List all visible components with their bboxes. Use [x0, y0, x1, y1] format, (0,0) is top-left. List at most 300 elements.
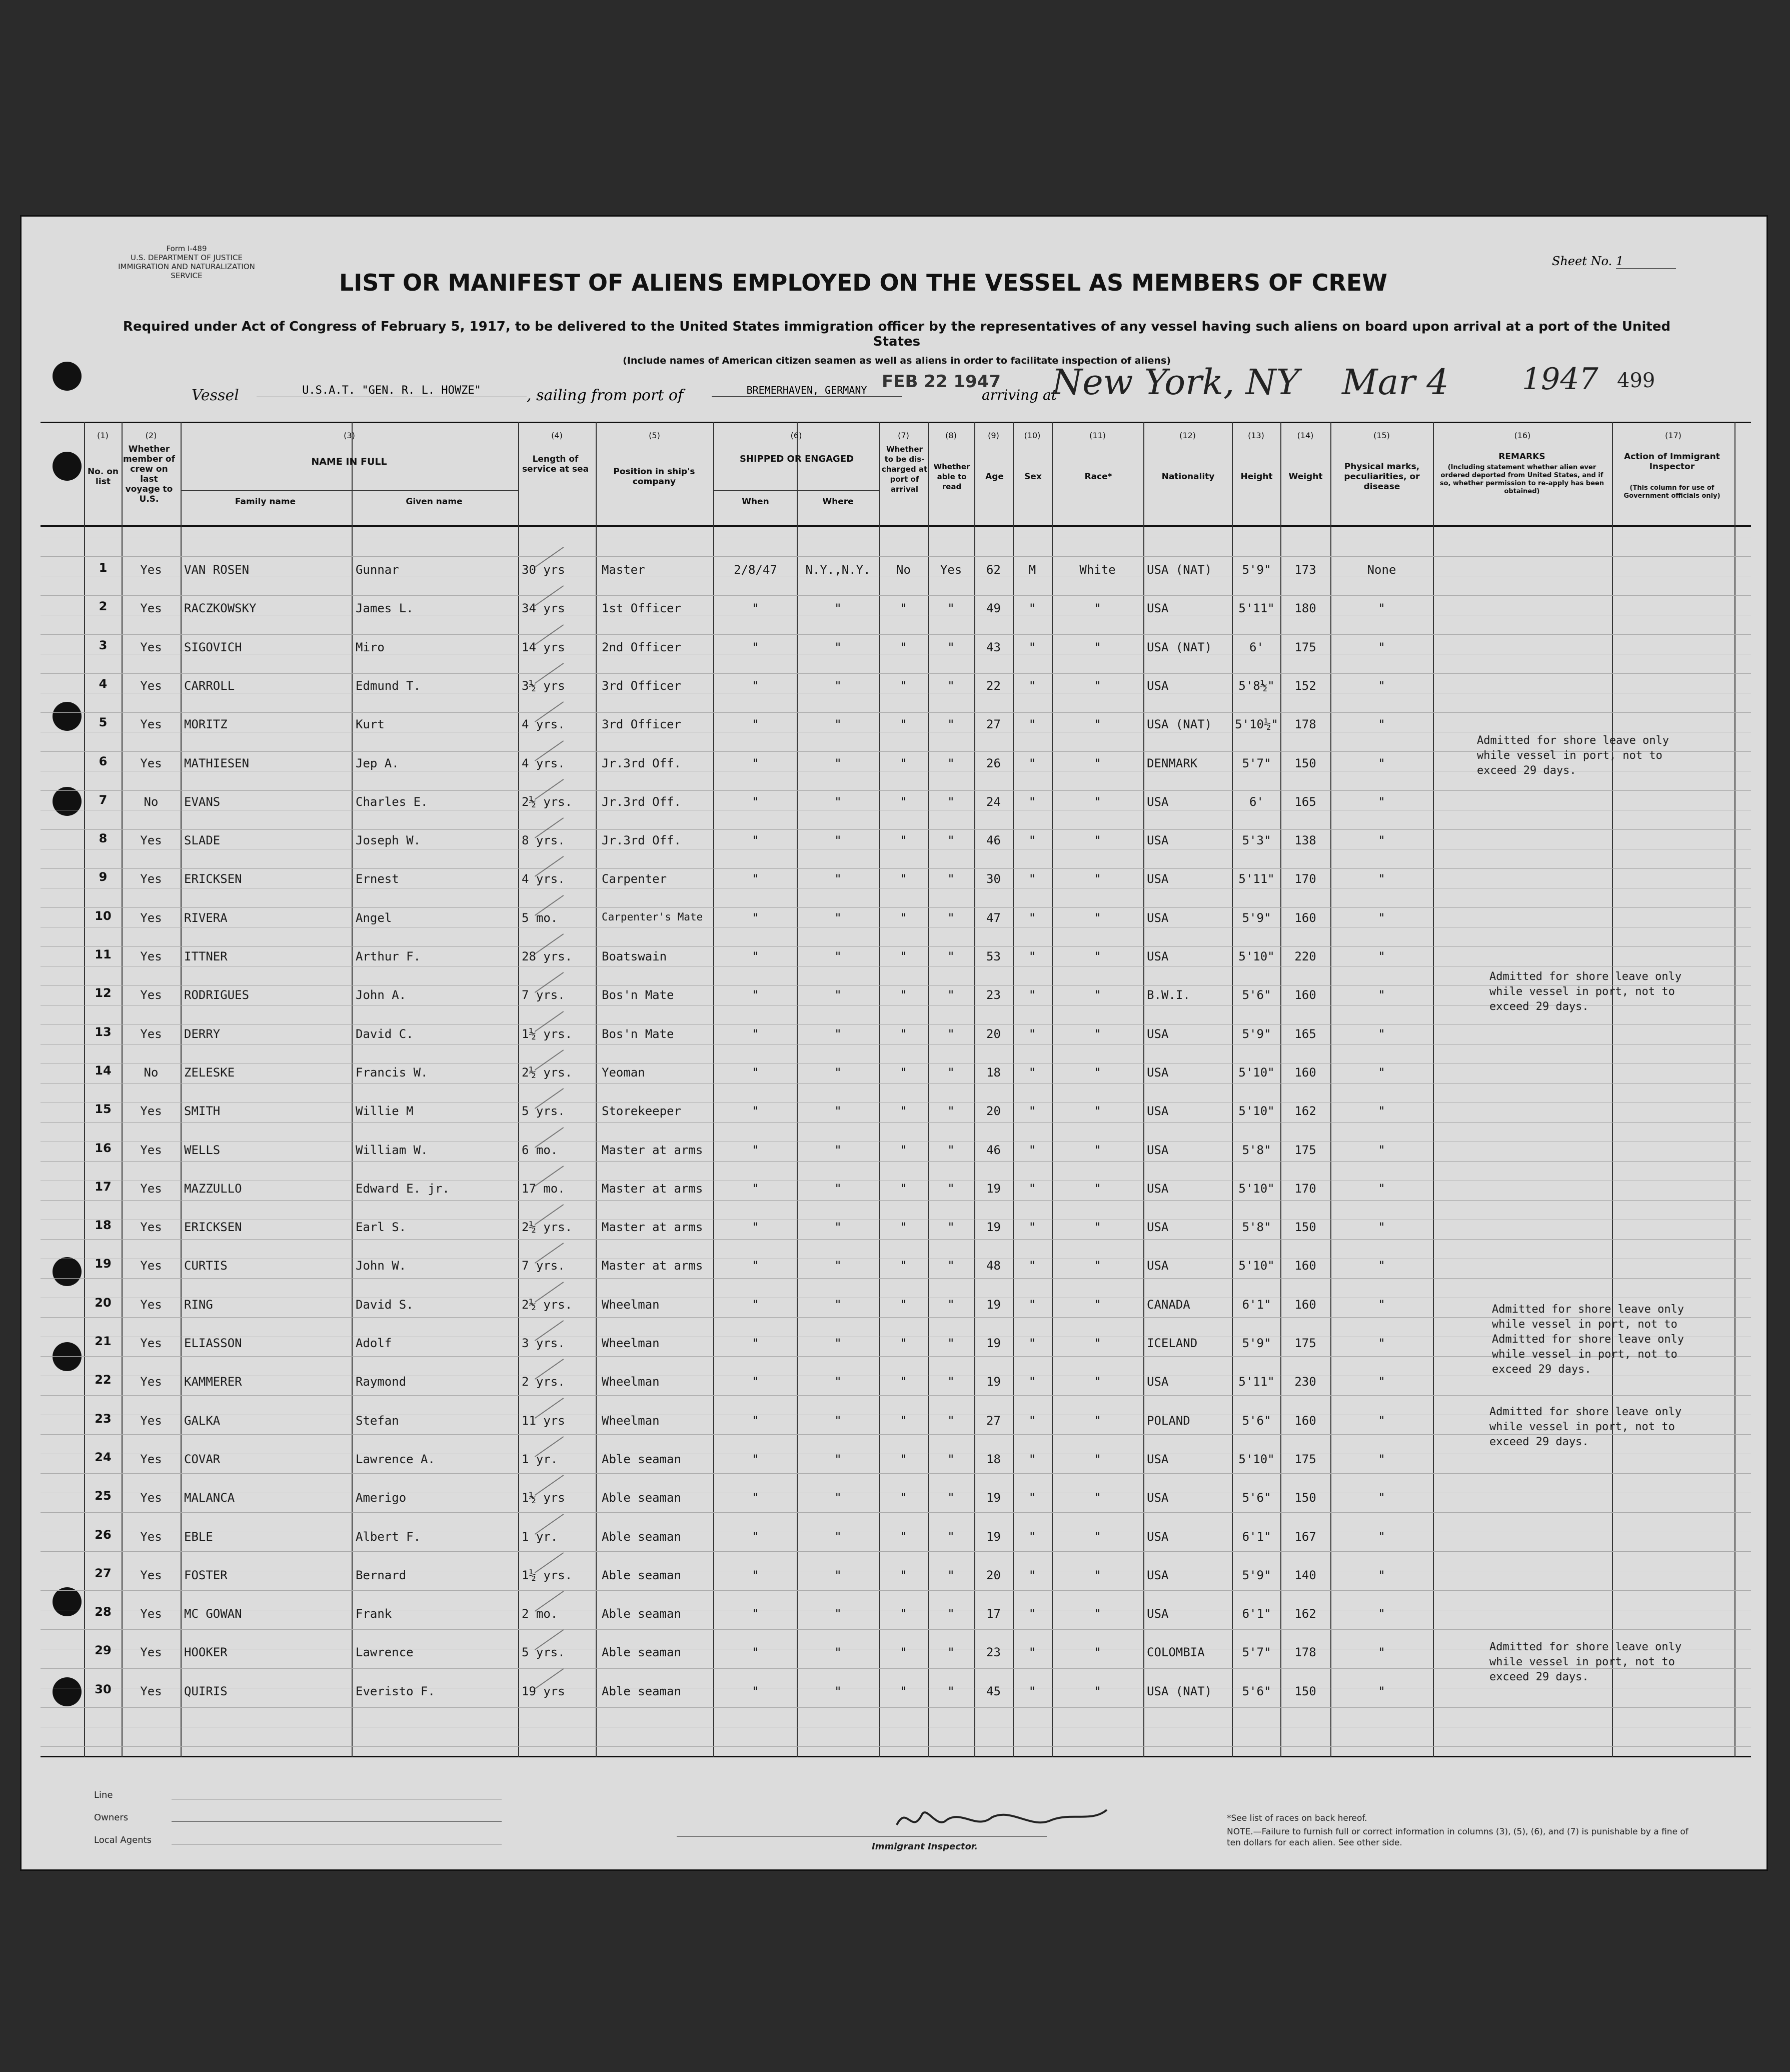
cell-given: Francis W.	[356, 1065, 428, 1080]
cell-marks: "	[1378, 1104, 1385, 1119]
cell-disch: "	[900, 1297, 907, 1312]
header-remarks-note: (Including statement whether alien ever ordered deported from United States, and if so, whether permission to re-apply has been obtained)	[1439, 464, 1604, 495]
cell-position: 3rd Officer	[602, 717, 681, 732]
cell-where: "	[834, 678, 842, 693]
row-number: 24	[95, 1450, 112, 1464]
cell-prev: Yes	[140, 1181, 162, 1196]
cell-age: 19	[986, 1529, 1001, 1544]
cell-when: 2/8/47	[734, 563, 777, 577]
column-divider	[84, 422, 85, 1757]
cell-marks: "	[1378, 949, 1385, 963]
cell-weight: 175	[1294, 640, 1316, 654]
cell-when: "	[752, 1065, 759, 1080]
cell-prev: Yes	[140, 1568, 162, 1582]
cell-height: 5'8"	[1242, 1220, 1271, 1235]
vessel-label: Vessel	[192, 387, 239, 404]
row-rule	[41, 790, 1751, 791]
cell-where: "	[834, 794, 842, 809]
punch-hole	[53, 1342, 82, 1371]
row-rule	[41, 1707, 1751, 1708]
cell-read: "	[947, 756, 955, 770]
cell-read: "	[947, 794, 955, 809]
cell-disch: "	[900, 756, 907, 770]
column-divider	[928, 422, 929, 1757]
row-number: 1	[99, 561, 108, 575]
row-rule	[41, 829, 1751, 830]
row-rule	[41, 1746, 1751, 1747]
header-name: NAME IN FULL	[311, 456, 387, 467]
column-divider	[352, 422, 353, 1757]
cell-age: 24	[986, 794, 1001, 809]
row-number: 21	[95, 1334, 112, 1348]
row-rule	[41, 1200, 1751, 1201]
cell-height: 5'6"	[1242, 1413, 1271, 1428]
remark: Admitted for shore leave only while vessel in port, not to exceed 29 days.	[1489, 1406, 1682, 1448]
cell-where: "	[834, 910, 842, 925]
cell-when: "	[752, 1684, 759, 1698]
cell-disch: "	[900, 640, 907, 654]
header-read: Whether able to read	[933, 462, 970, 491]
cell-prev: Yes	[140, 1452, 162, 1466]
cell-family: CARROLL	[184, 678, 235, 693]
cell-when: "	[752, 1026, 759, 1041]
cell-where: "	[834, 1297, 842, 1312]
cell-age: 48	[986, 1259, 1001, 1273]
cell-given: Ernest	[356, 872, 399, 886]
header-shipped: SHIPPED OR ENGAGED	[739, 454, 854, 464]
cell-weight: 152	[1294, 678, 1316, 693]
cell-sex: "	[1028, 717, 1036, 732]
cell-height: 5'9"	[1242, 1026, 1271, 1041]
cell-given: Frank	[356, 1607, 392, 1621]
cell-prev: Yes	[140, 872, 162, 886]
cell-given: William W.	[356, 1143, 428, 1157]
cell-service: 34 yrs	[522, 601, 565, 616]
cell-position: Master	[602, 563, 645, 577]
manifest-sheet	[20, 215, 1768, 1871]
cell-when: "	[752, 1491, 759, 1505]
cell-read: "	[947, 1220, 955, 1235]
cell-nat: USA (NAT)	[1147, 563, 1212, 577]
row-rule	[41, 595, 1751, 596]
cell-race: "	[1094, 1375, 1101, 1389]
cell-read: "	[947, 872, 955, 886]
cell-height: 5'11"	[1238, 601, 1275, 616]
column-number: (10)	[1024, 431, 1041, 440]
cell-when: "	[752, 1104, 759, 1119]
cell-marks: "	[1378, 1684, 1385, 1698]
column-number: (13)	[1248, 431, 1264, 440]
remark: Admitted for shore leave only while vessel in port, not to exceed 29 days.	[1477, 734, 1669, 777]
cell-nat: POLAND	[1147, 1413, 1190, 1428]
column-number: (8)	[945, 431, 957, 440]
cell-prev: Yes	[140, 678, 162, 693]
cell-age: 19	[986, 1220, 1001, 1235]
row-rule	[41, 1024, 1751, 1025]
column-number: (7)	[898, 431, 909, 440]
cell-disch: "	[900, 949, 907, 963]
cell-where: "	[834, 1645, 842, 1660]
arrival-date: Mar 4	[1342, 362, 1449, 403]
header-service: Length of service at sea	[522, 454, 589, 474]
row-number: 27	[95, 1566, 112, 1580]
cell-sex: "	[1028, 910, 1036, 925]
cell-age: 46	[986, 833, 1001, 848]
row-number: 7	[99, 792, 108, 807]
header-where: Where	[822, 497, 854, 507]
cell-when: "	[752, 1413, 759, 1428]
cell-age: 53	[986, 949, 1001, 963]
cell-read: "	[947, 1336, 955, 1350]
cell-position: Able seaman	[602, 1645, 681, 1660]
cell-service: 1 yr.	[522, 1452, 558, 1466]
cell-where: "	[834, 1607, 842, 1621]
cell-age: 27	[986, 1413, 1001, 1428]
cell-weight: 170	[1294, 872, 1316, 886]
cell-weight: 175	[1294, 1336, 1316, 1350]
header-when: When	[742, 497, 769, 507]
cell-marks: "	[1378, 1645, 1385, 1660]
cell-service: 2½ yrs.	[522, 1220, 573, 1235]
column-divider	[1232, 422, 1233, 1757]
cell-where: "	[834, 1104, 842, 1119]
column-number: (9)	[988, 431, 999, 440]
cell-age: 45	[986, 1684, 1001, 1698]
cell-service: 6 mo.	[522, 1143, 558, 1157]
cell-nat: USA	[1147, 1259, 1169, 1273]
cell-given: Albert F.	[356, 1529, 421, 1544]
cell-weight: 170	[1294, 1181, 1316, 1196]
footer-agents-label: Local Agents	[94, 1835, 152, 1845]
cell-service: 5 mo.	[522, 910, 558, 925]
cell-sex: "	[1028, 640, 1036, 654]
cell-service: 1½ yrs.	[522, 1568, 573, 1582]
column-number: (1)	[97, 431, 109, 440]
column-number: (2)	[145, 431, 157, 440]
cell-marks: "	[1378, 1568, 1385, 1582]
cell-disch: "	[900, 1645, 907, 1660]
punch-hole	[53, 787, 82, 816]
page-number: 499	[1617, 369, 1655, 392]
cell-marks: "	[1378, 1336, 1385, 1350]
cell-when: "	[752, 1568, 759, 1582]
cell-disch: "	[900, 717, 907, 732]
cell-nat: CANADA	[1147, 1297, 1190, 1312]
cell-disch: "	[900, 1568, 907, 1582]
cell-weight: 173	[1294, 563, 1316, 577]
cell-prev: Yes	[140, 1220, 162, 1235]
cell-prev: Yes	[140, 601, 162, 616]
column-divider	[713, 422, 714, 1757]
remark: Admitted for shore leave only while vessel in port, not to exceed 29 days.	[1489, 970, 1682, 1013]
cell-family: KAMMERER	[184, 1375, 242, 1389]
cell-prev: Yes	[140, 1413, 162, 1428]
inspector-signature	[892, 1795, 1117, 1845]
cell-height: 5'10½"	[1235, 717, 1278, 732]
row-number: 28	[95, 1605, 112, 1619]
cell-read: "	[947, 640, 955, 654]
cell-when: "	[752, 872, 759, 886]
cell-family: SIGOVICH	[184, 640, 242, 654]
cell-race: "	[1094, 640, 1101, 654]
remark: Admitted for shore leave only while vessel in port, not to exceed 29 days.	[1492, 1333, 1684, 1376]
row-number: 30	[95, 1682, 112, 1696]
cell-service: 4 yrs.	[522, 872, 565, 886]
cell-service: 4 yrs.	[522, 756, 565, 770]
row-number: 17	[95, 1179, 112, 1194]
sailing-label: , sailing from port of	[527, 387, 684, 404]
cell-weight: 150	[1294, 1491, 1316, 1505]
cell-height: 6'	[1249, 794, 1264, 809]
column-number: (16)	[1514, 431, 1531, 440]
column-divider	[1734, 422, 1735, 1757]
cell-prev: Yes	[140, 1297, 162, 1312]
cell-marks: "	[1378, 1259, 1385, 1273]
cell-service: 28 yrs.	[522, 949, 573, 963]
cell-read: "	[947, 1413, 955, 1428]
column-divider	[1280, 422, 1281, 1757]
cell-nat: USA	[1147, 794, 1169, 809]
cell-disch: "	[900, 910, 907, 925]
cell-sex: "	[1028, 1026, 1036, 1041]
cell-disch: "	[900, 678, 907, 693]
cell-family: VAN ROSEN	[184, 563, 250, 577]
cell-read: "	[947, 717, 955, 732]
cell-family: RODRIGUES	[184, 988, 250, 1002]
row-rule	[41, 868, 1751, 869]
column-divider	[1052, 422, 1053, 1757]
cell-marks: "	[1378, 678, 1385, 693]
row-number: 20	[95, 1295, 112, 1310]
cell-race: "	[1094, 988, 1101, 1002]
cell-weight: 160	[1294, 1065, 1316, 1080]
cell-when: "	[752, 1645, 759, 1660]
cell-when: "	[752, 1529, 759, 1544]
cell-read: "	[947, 1375, 955, 1389]
row-rule	[41, 1239, 1751, 1240]
row-number: 5	[99, 715, 108, 730]
cell-disch: "	[900, 1375, 907, 1389]
cell-family: SMITH	[184, 1104, 221, 1119]
cell-family: MORITZ	[184, 717, 228, 732]
cell-given: Raymond	[356, 1375, 407, 1389]
row-rule	[41, 1512, 1751, 1513]
row-number: 10	[95, 908, 112, 923]
cell-service: 2½ yrs.	[522, 794, 573, 809]
cell-height: 5'10"	[1238, 1452, 1275, 1466]
row-number: 18	[95, 1218, 112, 1233]
cell-position: Boatswain	[602, 949, 667, 963]
cell-read: "	[947, 1684, 955, 1698]
cell-position: Carpenter's Mate	[602, 910, 703, 923]
cell-height: 5'7"	[1242, 756, 1271, 770]
cell-position: Able seaman	[602, 1684, 681, 1698]
header-remarks: REMARKS	[1498, 452, 1545, 462]
column-number: (4)	[551, 431, 563, 440]
cell-where: "	[834, 1684, 842, 1698]
cell-service: 11 yrs	[522, 1413, 565, 1428]
cell-nat: USA (NAT)	[1147, 640, 1212, 654]
cell-service: 7 yrs.	[522, 988, 565, 1002]
cell-when: "	[752, 1181, 759, 1196]
cell-nat: USA	[1147, 1026, 1169, 1041]
column-divider	[122, 422, 123, 1757]
cell-marks: "	[1378, 1297, 1385, 1312]
cell-marks: "	[1378, 1607, 1385, 1621]
cell-prev: Yes	[140, 910, 162, 925]
cell-height: 6'	[1249, 640, 1264, 654]
column-divider	[596, 422, 597, 1757]
cell-height: 5'6"	[1242, 988, 1271, 1002]
cell-when: "	[752, 1336, 759, 1350]
cell-prev: Yes	[140, 1684, 162, 1698]
cell-prev: No	[144, 1065, 159, 1080]
cell-age: 19	[986, 1491, 1001, 1505]
cell-when: "	[752, 678, 759, 693]
cell-where: N.Y.,N.Y.	[805, 563, 871, 577]
cell-nat: B.W.I.	[1147, 988, 1190, 1002]
cell-when: "	[752, 949, 759, 963]
cell-weight: 138	[1294, 833, 1316, 848]
cell-race: "	[1094, 1026, 1101, 1041]
row-rule	[41, 634, 1751, 635]
cell-family: WELLS	[184, 1143, 221, 1157]
column-number: (14)	[1297, 431, 1314, 440]
cell-disch: "	[900, 833, 907, 848]
cell-disch: "	[900, 1491, 907, 1505]
cell-sex: "	[1028, 949, 1036, 963]
row-rule	[41, 1395, 1751, 1396]
header-weight: Weight	[1288, 472, 1323, 482]
page-title: LIST OR MANIFEST OF ALIENS EMPLOYED ON THE VESSEL AS MEMBERS OF CREW	[339, 269, 1388, 296]
cell-height: 5'10"	[1238, 1104, 1275, 1119]
cell-age: 22	[986, 678, 1001, 693]
cell-read: "	[947, 1297, 955, 1312]
cell-service: 2 mo.	[522, 1607, 558, 1621]
cell-when: "	[752, 1143, 759, 1157]
cell-prev: Yes	[140, 988, 162, 1002]
cell-sex: "	[1028, 1143, 1036, 1157]
cell-height: 5'8½"	[1238, 678, 1275, 693]
cell-when: "	[752, 988, 759, 1002]
cell-read: "	[947, 1568, 955, 1582]
cell-marks: "	[1378, 1065, 1385, 1080]
cell-sex: M	[1028, 563, 1036, 577]
cell-service: 2½ yrs.	[522, 1065, 573, 1080]
cell-read: "	[947, 678, 955, 693]
cell-family: COVAR	[184, 1452, 221, 1466]
cell-when: "	[752, 1452, 759, 1466]
cell-family: MALANCA	[184, 1491, 235, 1505]
cell-sex: "	[1028, 1645, 1036, 1660]
column-number: (17)	[1665, 431, 1681, 440]
cell-prev: Yes	[140, 1259, 162, 1273]
cell-when: "	[752, 1259, 759, 1273]
cell-position: Master at arms	[602, 1220, 703, 1235]
cell-family: CURTIS	[184, 1259, 228, 1273]
cell-given: Charles E.	[356, 794, 428, 809]
row-rule	[41, 946, 1751, 947]
cell-given: Earl S.	[356, 1220, 407, 1235]
header-prev-voyage: Whether member of crew on last voyage to U.S.	[123, 444, 176, 504]
cell-position: Bos'n Mate	[602, 988, 674, 1002]
row-number: 19	[95, 1257, 112, 1271]
cell-marks: None	[1367, 563, 1396, 577]
cell-given: David S.	[356, 1297, 414, 1312]
cell-given: Kurt	[356, 717, 385, 732]
cell-marks: "	[1378, 1220, 1385, 1235]
cell-nat: USA	[1147, 1452, 1169, 1466]
cell-weight: 160	[1294, 988, 1316, 1002]
header-physical-marks: Physical marks, peculiarities, or disease	[1344, 462, 1420, 492]
row-number: 4	[99, 676, 108, 691]
cell-sex: "	[1028, 1607, 1036, 1621]
cell-sex: "	[1028, 988, 1036, 1002]
column-divider	[1013, 422, 1014, 1757]
header-inspector-note: (This column for use of Government officials only)	[1623, 484, 1720, 500]
cell-service: 1½ yrs	[522, 1491, 565, 1505]
page-subtitle: Required under Act of Congress of February 5, 1917, to be delivered to the United States immigration officer by the representatives of any vessel having such aliens on board upon arrival at a port of the United States	[123, 319, 1671, 349]
cell-read: "	[947, 1529, 955, 1544]
cell-weight: 140	[1294, 1568, 1316, 1582]
inspector-label: Immigrant Inspector.	[872, 1841, 978, 1852]
cell-sex: "	[1028, 1491, 1036, 1505]
cell-sex: "	[1028, 1220, 1036, 1235]
cell-disch: "	[900, 794, 907, 809]
cell-prev: Yes	[140, 563, 162, 577]
header-inspector-action: Action of Immigrant Inspector	[1624, 452, 1720, 472]
cell-nat: USA (NAT)	[1147, 717, 1212, 732]
cell-family: EBLE	[184, 1529, 213, 1544]
cell-weight: 160	[1294, 1413, 1316, 1428]
cell-race: "	[1094, 910, 1101, 925]
column-divider	[974, 422, 975, 1757]
row-number: 14	[95, 1063, 112, 1078]
row-number: 3	[99, 638, 108, 652]
cell-height: 5'3"	[1242, 833, 1271, 848]
row-number: 29	[95, 1643, 112, 1658]
cell-disch: "	[900, 1143, 907, 1157]
row-rule	[41, 1473, 1751, 1474]
cell-given: Amerigo	[356, 1491, 407, 1505]
cell-age: 19	[986, 1181, 1001, 1196]
cell-read: "	[947, 833, 955, 848]
cell-weight: 167	[1294, 1529, 1316, 1544]
header-position: Position in ship's company	[613, 467, 695, 487]
cell-weight: 150	[1294, 756, 1316, 770]
row-number: 8	[99, 831, 108, 846]
cell-where: "	[834, 872, 842, 886]
row-number: 16	[95, 1141, 112, 1155]
cell-disch: "	[900, 1220, 907, 1235]
cell-where: "	[834, 717, 842, 732]
column-number: (12)	[1179, 431, 1196, 440]
cell-race: "	[1094, 678, 1101, 693]
cell-where: "	[834, 1375, 842, 1389]
cell-position: Master at arms	[602, 1143, 703, 1157]
row-rule	[41, 556, 1751, 557]
cell-disch: No	[896, 563, 911, 577]
cell-when: "	[752, 640, 759, 654]
cell-nat: DENMARK	[1147, 756, 1198, 770]
cell-sex: "	[1028, 1375, 1036, 1389]
cell-race: "	[1094, 1104, 1101, 1119]
column-divider	[1612, 422, 1613, 1757]
cell-nat: USA	[1147, 678, 1169, 693]
cell-service: 17 mo.	[522, 1181, 565, 1196]
cell-height: 5'10"	[1238, 1181, 1275, 1196]
cell-read: "	[947, 1259, 955, 1273]
